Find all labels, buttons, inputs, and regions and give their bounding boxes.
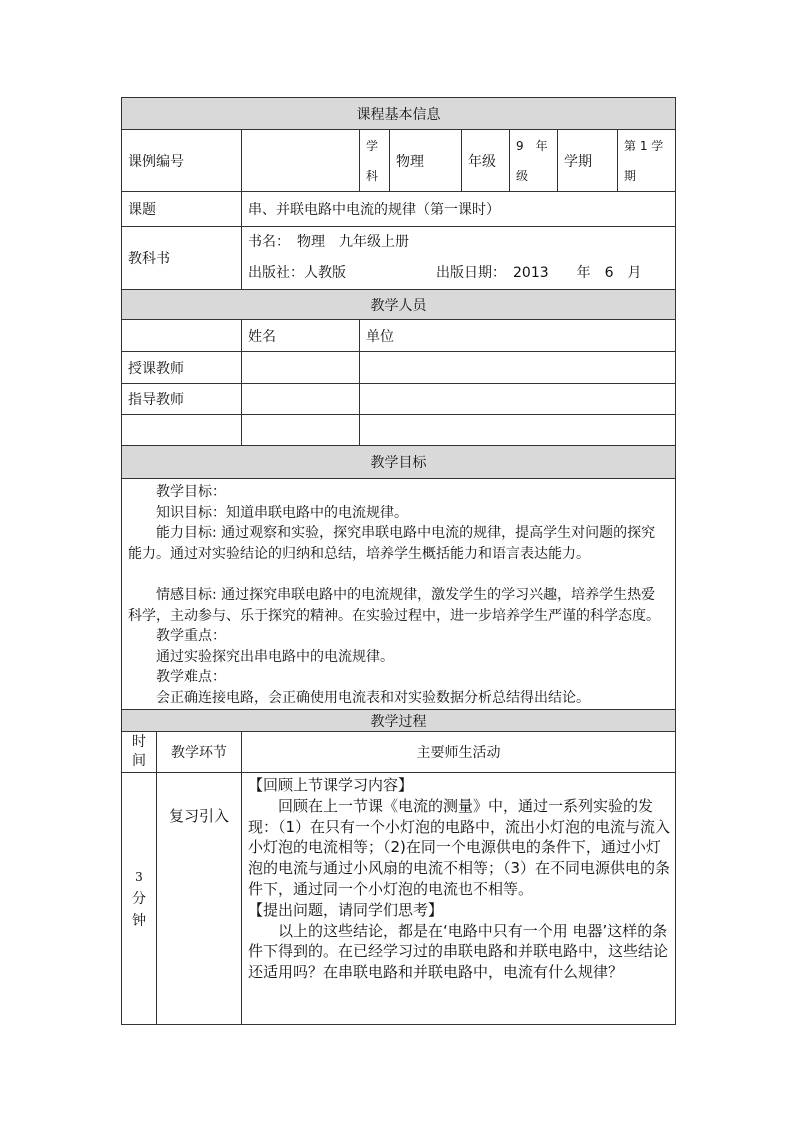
activity-paragraph: 回顾在上一节课《电流的测量》中，通过一系列实验的发现：（1）在只有一个小灯泡的电路中，流出小灯泡的电流与流入小灯泡的电流相等；（2)在同一个电源供电的条件下，通过小灯泡的电流与通过小风扇的电流不相等；（3）在不同电源供电的条件下，通过同一个小灯泡的电流也不相等。 — [248, 796, 671, 898]
goals-line: 能力目标: 通过观察和实验，探究串联电路中电流的规律，提高学生对问题的探究能力。通过对实验结论的归纳和总结，培养学生概括能力和语言表达能力。 — [128, 525, 656, 562]
advisor-label: 指导教师 — [122, 384, 242, 415]
goals-header: 教学目标 — [122, 446, 676, 479]
time-cell: 3 分 钟 — [122, 773, 157, 1025]
empty-staff-unit — [360, 415, 676, 446]
process-header: 教学过程 — [122, 710, 676, 732]
goals-line: 教学重点： — [156, 628, 226, 645]
goals-line: 教学难点： — [156, 669, 226, 686]
staff-header: 教学人员 — [122, 290, 676, 320]
activity-heading: 【提出问题，请同学们思考】 — [248, 900, 444, 919]
goals-line: 情感目标: 通过探究串联电路中的电流规律，激发学生的学习兴趣，培养学生热爱科学，主动参与、乐于探究的精神。在实验过程中，进一步培养学生严谨的科学态度。 — [128, 586, 660, 624]
grade-label: 年级 — [462, 130, 510, 192]
lecturer-unit — [360, 352, 676, 384]
publisher: 出版社：人教版 — [248, 265, 346, 281]
goals-line: 知识目标：知道串联电路中的电流规律。 — [156, 504, 408, 521]
course-info-table — [121, 97, 676, 714]
topic-label: 课题 — [122, 192, 242, 227]
lecturer-name — [242, 352, 360, 384]
stage-column-header: 教学环节 — [157, 732, 242, 773]
book-name: 书名： 物理 九年级上册 — [248, 234, 409, 250]
stage-cell: 复习引入 — [157, 773, 242, 1025]
goals-line: 教学目标： — [156, 484, 226, 500]
course-code-value — [242, 130, 360, 192]
name-column-header: 姓名 — [242, 320, 360, 352]
empty-staff-label — [122, 415, 242, 446]
staff-corner — [122, 320, 242, 352]
textbook-value — [242, 227, 676, 290]
activity-cell — [242, 773, 676, 1025]
process-table — [121, 709, 676, 1025]
activity-column-header: 主要师生活动 — [242, 732, 676, 773]
time-column-header: 时 间 — [122, 732, 157, 773]
topic-value: 串、并联电路中电流的规律（第一课时） — [242, 192, 676, 227]
publisher-row — [248, 258, 675, 289]
advisor-unit — [360, 384, 676, 415]
advisor-name — [242, 384, 360, 415]
basic-info-header: 课程基本信息 — [122, 98, 676, 130]
term-value: 第 1 学 期 — [618, 130, 676, 192]
grade-value: 9 年 级 — [510, 130, 558, 192]
activity-heading: 【回顾上节课学习内容】 — [248, 776, 414, 794]
goals-line: 会正确连接电路，会正确使用电流表和对实验数据分析总结得出结论。 — [156, 689, 590, 706]
subject-label: 学 科 — [360, 130, 390, 192]
empty-staff-name — [242, 415, 360, 446]
lecturer-label: 授课教师 — [122, 352, 242, 384]
table-row — [122, 773, 676, 1025]
course-code-label: 课例编号 — [122, 130, 242, 192]
goals-line: 通过实验探究出串电路中的电流规律。 — [156, 648, 394, 665]
subject-value: 物理 — [390, 130, 462, 192]
publish-date: 出版日期： 2013 年 6 月 — [436, 265, 642, 281]
activity-paragraph: 以上的这些结论，都是在‘电路中只有一个用 电器’这样的条件下得到的。在已经学习过的串联电路和并联电路中，这些结论还适用吗？在串联电路和并联电路中，电流有什么规律？ — [248, 921, 669, 982]
term-label: 学期 — [558, 130, 618, 192]
textbook-label: 教科书 — [122, 227, 242, 290]
unit-column-header: 单位 — [360, 320, 676, 352]
goals-content — [122, 479, 676, 714]
